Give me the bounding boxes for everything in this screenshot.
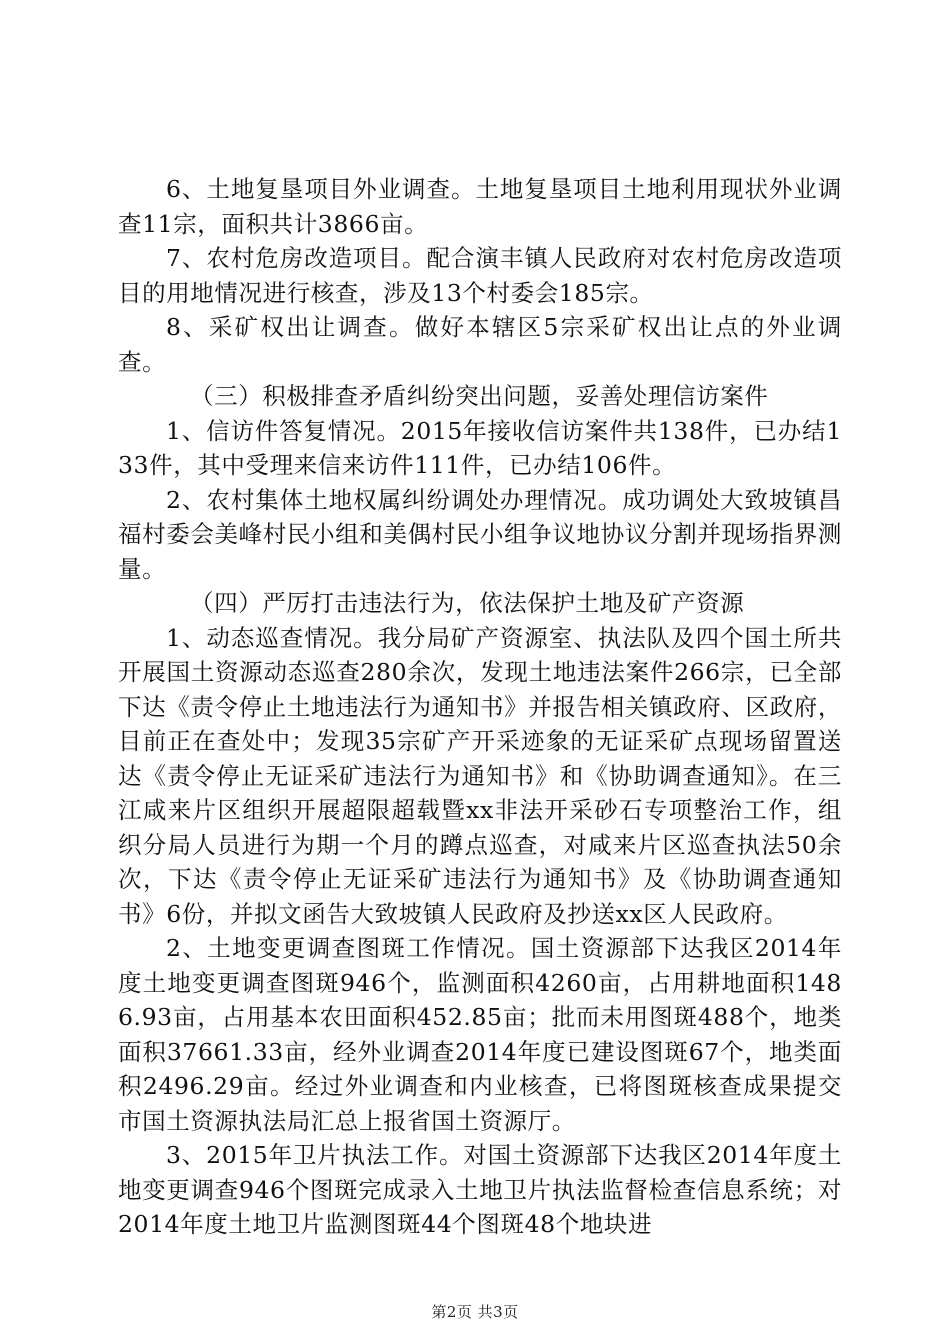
paragraph-dynamic-inspection: 1、动态巡查情况。我分局矿产资源室、执法队及四个国土所共开展国土资源动态巡查280余次，发现土地违法案件266宗，已全部下达《责令停止土地违法行为通知书》并报告相关镇政府、区政府，目前正在查处中；发现35宗矿产开采迹象的无证采矿点现场留置送达《责令停止无证采矿违法行为通知书》和《协助调查通知》。在三江咸来片区组织开展超限超载暨xx非法开采砂石专项整治工作，组织分局人员进行为期一个月的蹲点巡查，对咸来片区巡查执法50余次，下达《责令停止无证采矿违法行为通知书》及《协助调查通知书》6份，并拟文函告大致坡镇人民政府及抄送xx区人民政府。 <box>118 623 842 928</box>
paragraph-satellite-enforcement: 3、2015年卫片执法工作。对国土资源部下达我区2014年度土地变更调查946个图斑完成录入土地卫片执法监督检查信息系统；对2014年度土地卫片监测图斑44个图斑48个地块进 <box>118 1141 842 1238</box>
paragraph-land-change-survey: 2、土地变更调查图斑工作情况。国土资源部下达我区2014年度土地变更调查图斑946个，监测面积4260亩，占用耕地面积1486.93亩，占用基本农田面积452.85亩；批而未用图斑488个，地类面积37661.33亩，经外业调查2014年度已建设图斑67个，地类面积2496.29亩。经过外业调查和内业核查，已将图斑核查成果提交市国土资源执法局汇总上报省国土资源厅。 <box>118 934 842 1135</box>
paragraph-mining-rights: 8、采矿权出让调查。做好本辖区5宗采矿权出让点的外业调查。 <box>118 313 842 376</box>
section-heading-enforcement: （四）严厉打击违法行为，依法保护土地及矿产资源 <box>190 589 745 617</box>
paragraph-dilapidated-housing: 7、农村危房改造项目。配合演丰镇人民政府对农村危房改造项目的用地情况进行核查，涉及13个村委会185宗。 <box>118 244 842 307</box>
page-footer: 第2页 共3页 <box>431 1303 519 1321</box>
document-body <box>118 172 842 1242</box>
paragraph-petition-replies: 1、信访件答复情况。2015年接收信访案件共138件，已办结133件，其中受理来信来访件111件，已办结106件。 <box>118 416 842 479</box>
section-heading-petitions: （三）积极排查矛盾纠纷突出问题，妥善处理信访案件 <box>190 382 769 410</box>
paragraph-land-reclamation: 6、土地复垦项目外业调查。土地复垦项目土地利用现状外业调查11宗，面积共计3866亩。 <box>118 175 842 238</box>
paragraph-land-disputes: 2、农村集体土地权属纠纷调处办理情况。成功调处大致坡镇昌福村委会美峰村民小组和美偶村民小组争议地协议分割并现场指界测量。 <box>118 485 842 583</box>
